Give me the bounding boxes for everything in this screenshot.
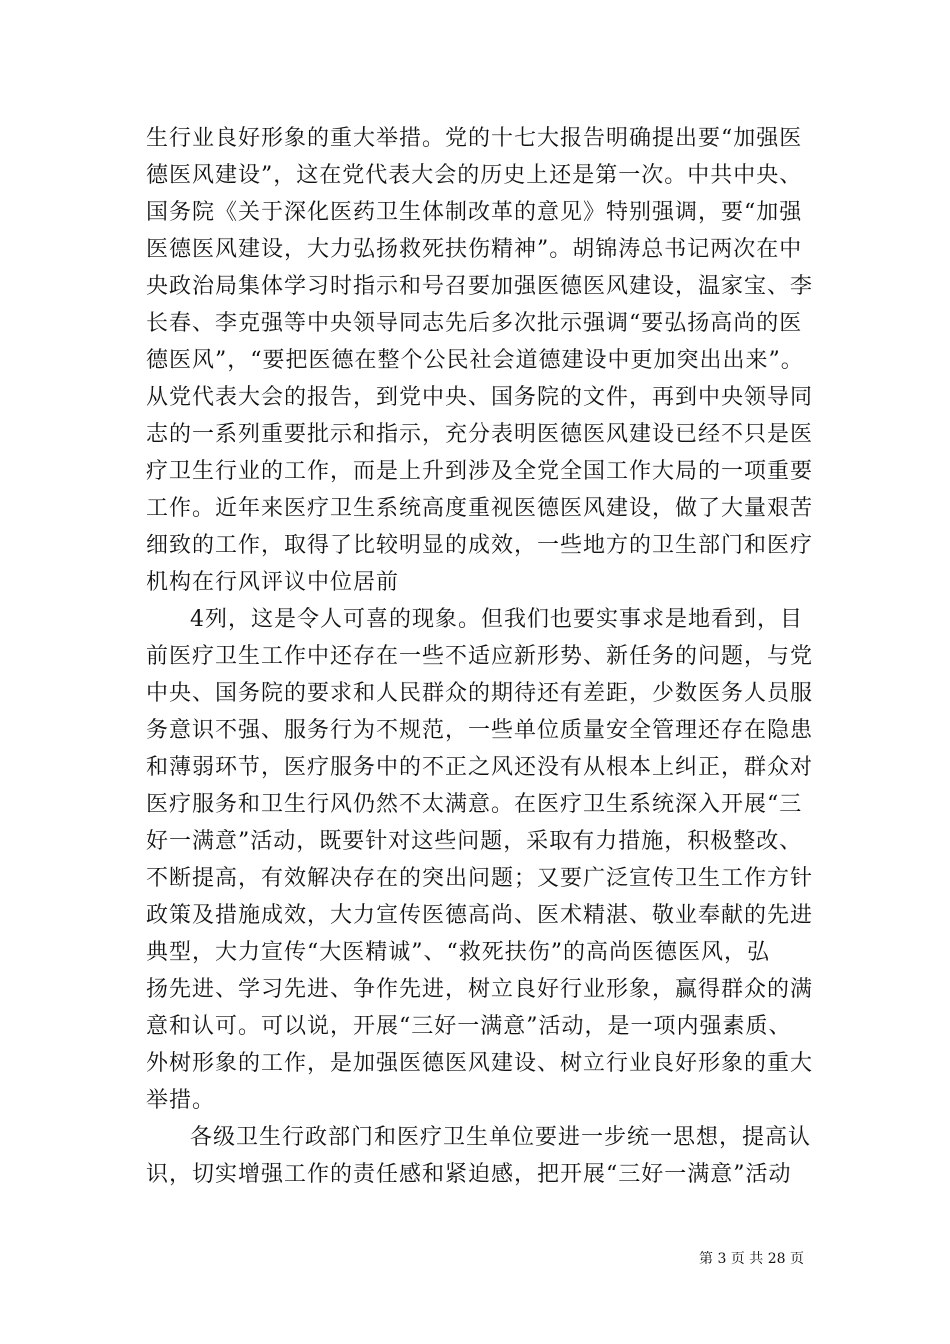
text-line: 细致的工作，取得了比较明显的成效，一些地方的卫生部门和医疗	[146, 533, 814, 558]
text-line: 生行业良好形象的重大举措。党的十七大报告明确提出要“加强医	[146, 126, 803, 151]
text-line: 外树形象的工作，是加强医德医风建设、树立行业良好形象的重大	[146, 1051, 814, 1076]
text-line: 疗卫生行业的工作，而是上升到涉及全党全国工作大局的一项重要	[146, 459, 814, 484]
text-line: 央政治局集体学习时指示和号召要加强医德医风建设，温家宝、李	[146, 274, 814, 299]
text-line: 中央、国务院的要求和人民群众的期待还有差距，少数医务人员服	[146, 681, 814, 706]
text-line: 各级卫生行政部门和医疗卫生单位要进一步统一思想，提高认	[190, 1125, 812, 1150]
text-line: 长春、李克强等中央领导同志先后多次批示强调“要弘扬高尚的医	[146, 311, 803, 336]
text-line: 政策及措施成效，大力宣传医德高尚、医术精湛、敬业奉献的先进	[146, 903, 814, 928]
text-line: 典型，大力宣传“大医精诚”、“救死扶伤”的高尚医德医风，弘	[146, 940, 770, 965]
text-line: 举措。	[146, 1088, 216, 1113]
text-line: 扬先进、学习先进、争作先进，树立良好行业形象，赢得群众的满	[146, 977, 814, 1002]
text-line: 不断提高，有效解决存在的突出问题；又要广泛宣传卫生工作方针	[146, 866, 814, 891]
text-line: 德医风建设”，这在党代表大会的历史上还是第一次。中共中央、	[146, 163, 803, 188]
text-line: 和薄弱环节，医疗服务中的不正之风还没有从根本上纠正，群众对	[146, 755, 814, 780]
text-line: 志的一系列重要批示和指示，充分表明医德医风建设已经不只是医	[146, 422, 814, 447]
text-line: 德医风”，“要把医德在整个公民社会道德建设中更加突出出来”。	[146, 348, 804, 373]
text-line: 工作。近年来医疗卫生系统高度重视医德医风建设，做了大量艰苦	[146, 496, 814, 521]
text-line: 国务院《关于深化医药卫生体制改革的意见》特别强调，要“加强	[146, 200, 803, 225]
text-line: 从党代表大会的报告，到党中央、国务院的文件，再到中央领导同	[146, 385, 814, 410]
text-line: 医德医风建设，大力弘扬救死扶伤精神”。胡锦涛总书记两次在中	[146, 237, 803, 262]
text-line: 机构在行风评议中位居前	[146, 570, 400, 595]
text-line: 前医疗卫生工作中还存在一些不适应新形势、新任务的问题，与党	[146, 644, 814, 669]
text-line: 4列，这是令人可喜的现象。但我们也要实事求是地看到，目	[190, 607, 803, 632]
text-line: 务意识不强、服务行为不规范，一些单位质量安全管理还存在隐患	[146, 718, 814, 743]
body-text	[146, 120, 812, 1193]
text-line: 识，切实增强工作的责任感和紧迫感，把开展“三好一满意”活动	[146, 1162, 792, 1187]
text-line: 好一满意”活动，既要针对这些问题，采取有力措施，积极整改、	[146, 829, 803, 854]
text-line: 医疗服务和卫生行风仍然不太满意。在医疗卫生系统深入开展“三	[146, 792, 803, 817]
text-line: 意和认可。可以说，开展“三好一满意”活动，是一项内强素质、	[146, 1014, 792, 1039]
page-number-footer: 第 3 页 共 28 页	[699, 1251, 804, 1267]
